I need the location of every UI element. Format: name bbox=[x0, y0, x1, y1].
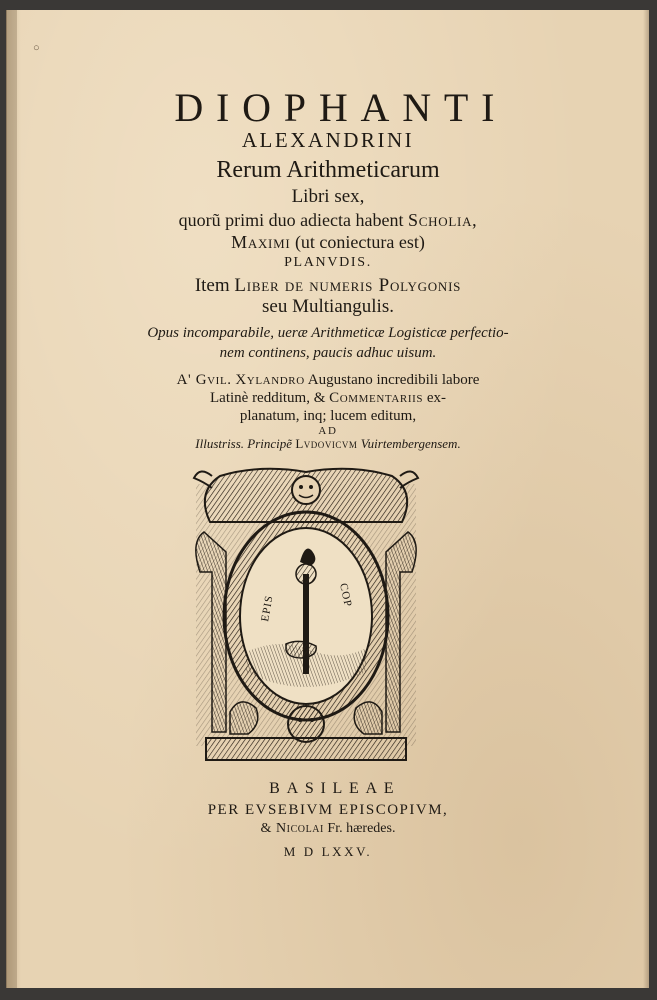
title-diophanti: DIOPHANTI bbox=[174, 85, 508, 130]
device-base bbox=[206, 738, 406, 760]
top-mask bbox=[292, 476, 320, 504]
line-ludovicum-name: Lvdovicvm bbox=[295, 436, 358, 451]
printers-device-woodcut bbox=[190, 462, 422, 770]
motto-right: COP bbox=[337, 582, 354, 609]
line-maximi bbox=[7, 232, 649, 253]
line-item-liber bbox=[7, 275, 649, 297]
line-xylandro-name: Xylandro bbox=[235, 372, 305, 388]
line-maximi-name: Maximi bbox=[231, 232, 291, 252]
line-opus: Opus incomparabile, ueræ Arithmeticæ Logisticæ perfectio- bbox=[147, 325, 509, 341]
imprint-nicolai bbox=[7, 821, 649, 837]
line-ludovicum bbox=[7, 436, 649, 452]
line-gvil: A' Gvil. bbox=[176, 372, 232, 388]
line-item: Item bbox=[194, 275, 230, 296]
imprint-basileae: BASILEAE bbox=[269, 780, 401, 797]
left-figure bbox=[230, 702, 258, 734]
imprint-haeredes: Fr. hæredes. bbox=[327, 821, 396, 836]
line-quorum-text: quorũ primi duo adiecta habent bbox=[178, 210, 404, 230]
line-vuirtembergensem: Vuirtembergensem. bbox=[360, 436, 461, 451]
line-principe: Illustriss. Principẽ bbox=[195, 436, 293, 451]
title-page bbox=[6, 10, 649, 988]
subtitle-alexandrini: ALEXANDRINI bbox=[241, 128, 415, 152]
line-latine-text: Latinè redditum, & bbox=[210, 390, 326, 406]
line-quorum bbox=[7, 210, 649, 231]
imprint-eusebium: PER EVSEBIVM EPISCOPIVM, bbox=[207, 802, 449, 818]
line-liber-polygonis: Liber de numeris Polygonis bbox=[234, 275, 462, 296]
line-commentariis: Commentariis bbox=[329, 390, 424, 406]
line-ex: ex- bbox=[426, 390, 446, 406]
right-figure bbox=[354, 702, 382, 734]
line-augustano: Augustano incredibili labore bbox=[307, 372, 480, 388]
line-planatum: planatum, inq; lucem editum, bbox=[239, 408, 417, 424]
line-coniectura: (ut coniectura est) bbox=[294, 232, 425, 252]
line-ad: AD bbox=[318, 425, 338, 437]
imprint-nicolai-name: & Nicolai bbox=[260, 821, 324, 836]
line-rerum-arithmeticarum: Rerum Arithmeticarum bbox=[216, 157, 440, 183]
motto-left: EPIS bbox=[259, 594, 276, 623]
hand-icon bbox=[286, 641, 316, 658]
line-libri-sex: Libri sex, bbox=[291, 186, 365, 207]
line-scholia: Scholia, bbox=[408, 210, 478, 230]
line-xylandro bbox=[7, 372, 649, 389]
line-multiangulis: seu Multiangulis. bbox=[262, 296, 394, 317]
line-latine bbox=[7, 390, 649, 407]
corner-mark: ○ bbox=[33, 42, 40, 54]
staff bbox=[303, 574, 309, 674]
imprint-date: M D LXXV. bbox=[283, 844, 373, 859]
line-planudis: PLANVDIS. bbox=[284, 255, 372, 270]
lion-mask bbox=[288, 706, 324, 742]
line-continens: nem continens, paucis adhuc uisum. bbox=[219, 345, 437, 361]
device-frame bbox=[194, 469, 418, 760]
